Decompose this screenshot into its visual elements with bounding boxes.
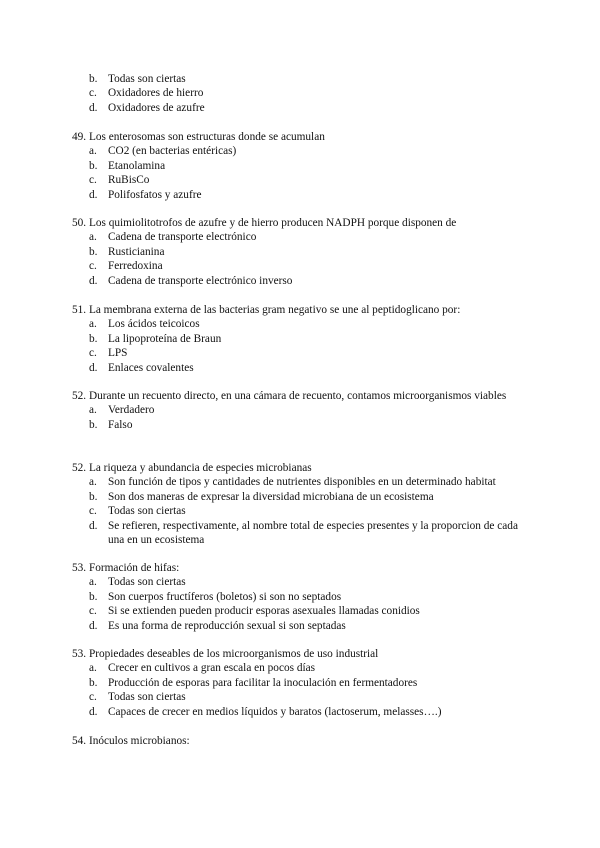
option-text: Etanolamina <box>108 159 166 172</box>
option-list <box>72 661 532 719</box>
option-text: RuBisCo <box>108 174 150 187</box>
option-list <box>72 317 532 375</box>
question-50 <box>72 216 532 288</box>
option-text: Crecer en cultivos a gran escala en pocos días <box>108 662 316 675</box>
option-letter: a. <box>89 404 97 417</box>
option-text: LPS <box>108 347 128 360</box>
option-text: Son cuerpos fructíferos (boletos) si son no septados <box>108 590 342 603</box>
option-text: Oxidadores de azufre <box>108 101 205 114</box>
option-text: Todas son ciertas <box>108 73 186 85</box>
option-text: Enlaces covalentes <box>108 361 194 374</box>
option-text: Falso <box>108 418 133 431</box>
option-text: Los ácidos teicoicos <box>108 318 200 331</box>
option-text: Son dos maneras de expresar la diversidad microbiana de un ecosistema <box>108 490 434 503</box>
option-letter: b. <box>89 676 98 689</box>
option-text: Cadena de transporte electrónico <box>108 231 257 244</box>
option-letter: b. <box>89 590 98 603</box>
question-stem: 50. Los quimiolitotrofos de azufre y de hierro producen NADPH porque disponen de <box>72 217 457 229</box>
option-letter: d. <box>89 101 98 114</box>
question-54 <box>72 734 532 748</box>
option-item <box>72 504 532 518</box>
option-item <box>72 490 532 504</box>
option-letter: d. <box>89 619 98 632</box>
option-letter: b. <box>89 418 98 431</box>
option-letter: c. <box>89 347 97 360</box>
question-stem: 54. Inóculos microbianos: <box>72 735 190 747</box>
option-item <box>72 361 532 375</box>
option-letter: c. <box>89 505 97 518</box>
option-text: Se refieren, respectivamente, al nombre total de especies presentes y la proporcion de cada una en un ecosistema <box>108 519 518 547</box>
option-letter: d. <box>89 519 98 532</box>
option-item <box>72 259 532 273</box>
option-text: Son función de tipos y cantidades de nutrientes disponibles en un determinado habitat <box>108 476 496 489</box>
question-53-propiedades <box>72 647 532 719</box>
option-letter: a. <box>89 231 97 244</box>
option-letter: c. <box>89 174 97 187</box>
option-letter: b. <box>89 490 98 503</box>
option-text: Ferredoxina <box>108 260 163 273</box>
question-stem: 52. La riqueza y abundancia de especies microbianas <box>72 462 312 474</box>
option-letter: a. <box>89 576 97 589</box>
option-letter: d. <box>89 705 98 718</box>
option-text: La lipoproteína de Braun <box>108 332 222 345</box>
question-stem: 52. Durante un recuento directo, en una cámara de recuento, contamos microorganismos viables <box>72 390 507 402</box>
option-item <box>72 346 532 360</box>
option-item <box>72 245 532 259</box>
option-text: Rusticianina <box>108 245 165 258</box>
option-text: Todas son ciertas <box>108 691 186 704</box>
option-letter: b. <box>89 159 98 172</box>
option-item <box>72 575 532 589</box>
option-text: Producción de esporas para facilitar la inoculación en fermentadores <box>108 676 418 689</box>
option-item <box>72 159 532 173</box>
option-text: CO2 (en bacterias entéricas) <box>108 145 237 158</box>
option-letter: a. <box>89 662 97 675</box>
option-item <box>72 619 532 633</box>
option-letter: a. <box>89 318 97 331</box>
option-list <box>72 230 532 288</box>
option-text: Es una forma de reproducción sexual si son septadas <box>108 619 346 632</box>
option-text: Capaces de crecer en medios líquidos y baratos (lactoserum, melasses….) <box>108 705 442 718</box>
option-item <box>72 332 532 346</box>
option-item <box>72 676 532 690</box>
option-item <box>72 72 532 86</box>
option-letter: b. <box>89 73 98 85</box>
option-letter: c. <box>89 87 97 100</box>
option-text: Verdadero <box>108 404 155 417</box>
option-item <box>72 230 532 244</box>
option-item <box>72 101 532 115</box>
option-letter: d. <box>89 361 98 374</box>
option-item <box>72 519 532 548</box>
option-letter: a. <box>89 145 97 158</box>
option-letter: c. <box>89 605 97 618</box>
option-text: Polifosfatos y azufre <box>108 188 202 201</box>
question-52-riqueza <box>72 461 532 547</box>
question-53-hifas <box>72 561 532 633</box>
option-item <box>72 690 532 704</box>
option-letter: b. <box>89 245 98 258</box>
question-52-recuento <box>72 389 532 432</box>
option-letter: a. <box>89 476 97 489</box>
option-item <box>72 403 532 417</box>
option-letter: b. <box>89 332 98 345</box>
question-stem: 53. Propiedades deseables de los microorganismos de uso industrial <box>72 648 379 660</box>
question-51 <box>72 303 532 375</box>
question-stem: 51. La membrana externa de las bacterias gram negativo se une al peptidoglicano por: <box>72 304 461 316</box>
option-text: Oxidadores de hierro <box>108 87 204 100</box>
option-item <box>72 475 532 489</box>
option-text: Si se extienden pueden producir esporas asexuales llamadas conidios <box>108 605 420 618</box>
option-item <box>72 661 532 675</box>
option-letter: c. <box>89 691 97 704</box>
option-letter: c. <box>89 260 97 273</box>
option-letter: d. <box>89 188 98 201</box>
option-item <box>72 274 532 288</box>
option-text: Todas son ciertas <box>108 576 186 589</box>
option-item <box>72 418 532 432</box>
option-item <box>72 590 532 604</box>
option-text: Todas son ciertas <box>108 505 186 518</box>
option-list <box>72 575 532 633</box>
question-stem: 49. Los enterosomas son estructuras donde se acumulan <box>72 131 325 143</box>
question-49 <box>72 130 532 202</box>
option-item <box>72 86 532 100</box>
option-item <box>72 173 532 187</box>
option-item <box>72 144 532 158</box>
option-list <box>72 403 532 432</box>
option-item <box>72 317 532 331</box>
option-text: Cadena de transporte electrónico inverso <box>108 274 293 287</box>
option-item <box>72 188 532 202</box>
option-item <box>72 604 532 618</box>
option-list <box>72 475 532 547</box>
option-list <box>72 144 532 202</box>
option-item <box>72 705 532 719</box>
question-stem: 53. Formación de hifas: <box>72 562 180 574</box>
continued-options <box>72 72 532 115</box>
option-letter: d. <box>89 274 98 287</box>
